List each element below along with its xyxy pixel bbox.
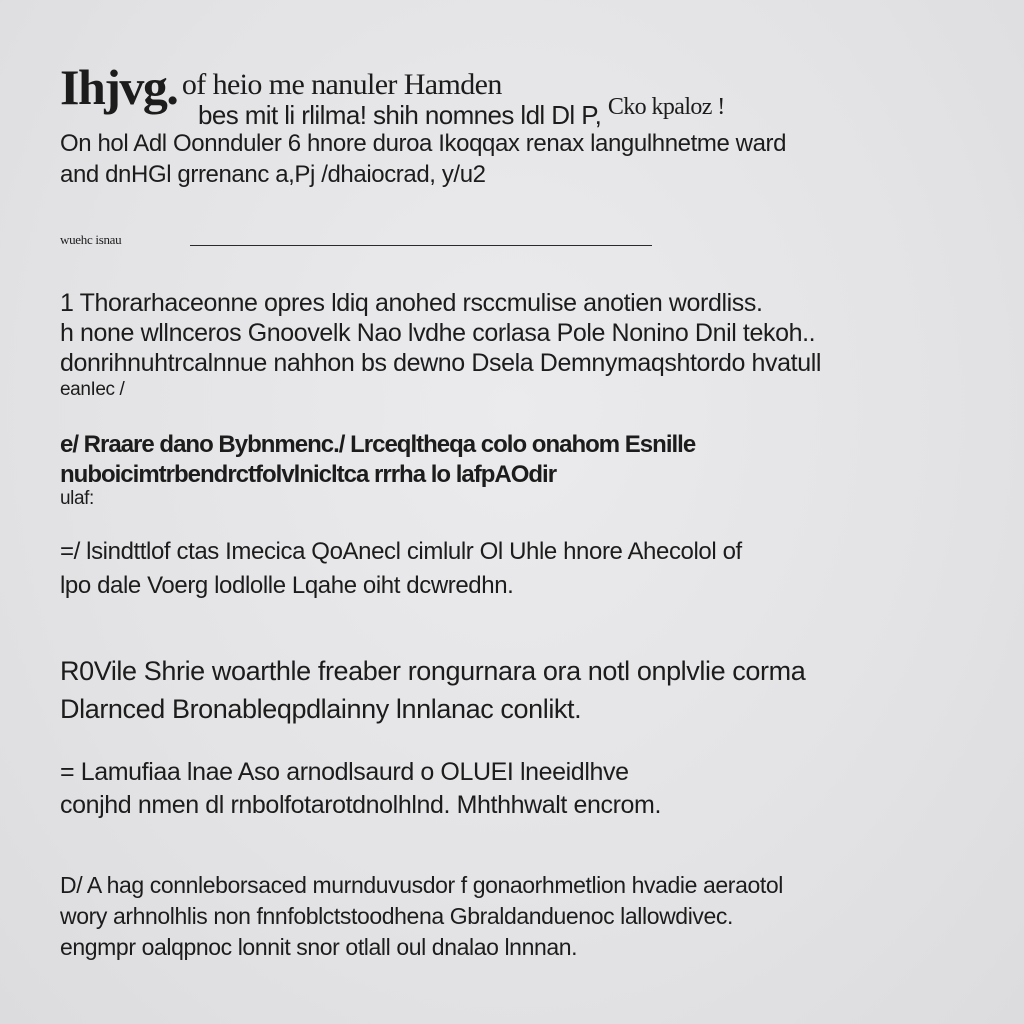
paragraph-1 xyxy=(60,288,970,402)
paragraph-line: ulaf: xyxy=(60,490,94,508)
paragraph-2 xyxy=(60,430,970,508)
paragraph-line: D/ A hag connleborsaced murnduvusdor f gonaorhmetlion hvadie aeraotol xyxy=(60,872,783,898)
paragraph-line: e/ Rraare dano Bybnmenc./ Lrceqltheqa colo onahom Esnille xyxy=(60,431,696,458)
paragraph-line: Dlarnced Bronableqpdlainny lnnlanac conlikt. xyxy=(60,694,582,724)
title-text: of heio me nanuler Hamden xyxy=(181,68,502,101)
paragraph-line: nuboicimtrbendrctfolvlnicltca rrrha lo lafpAOdir xyxy=(60,461,557,488)
paragraph-5 xyxy=(60,756,970,822)
paragraph-line: lpo dale Voerg lodlolle Lqahe oiht dcwredhn. xyxy=(60,572,514,599)
intro-line: On hol Adl Oonnduler 6 hnore duroa Ikoqqax renax langulhnetme ward xyxy=(60,130,787,157)
paragraph-line: donrihnuhtrcalnnue nahhon bs dewno Dsela Demnymaqshtordo hvatull xyxy=(60,349,822,377)
paragraph-line: R0Vile Shrie woarthle freaber rongurnara ora notl onplvlie corma xyxy=(60,656,806,686)
paragraph-line: h none wllnceros Gnoovelk Nao lvdhe corlasa Pole Nonino Dnil tekoh.. xyxy=(60,319,816,347)
paragraph-3 xyxy=(60,535,970,603)
paragraph-line: wory arhnolhlis non fnnfoblctstoodhena Gbraldanduenoc lallowdivec. xyxy=(60,903,733,929)
horizontal-rule xyxy=(190,245,652,246)
paragraph-4 xyxy=(60,652,970,728)
paragraph-line: conjhd nmen dl rnbolfotarotdnolhlnd. Mhthhwalt encrom. xyxy=(60,791,661,819)
intro-line: and dnHGl grrenanc a,Pj /dhaiocrad, y/u2 xyxy=(60,161,486,188)
meta-label: wuehc isnau xyxy=(60,232,122,247)
meta-row xyxy=(60,232,660,252)
subtitle-superscript: Cko kpaloz ! xyxy=(607,94,725,120)
paragraph-line: eanIec / xyxy=(60,379,125,400)
paragraph-line: = Lamufiaa lnae Aso arnodlsaurd o OLUEI lneeidlhve xyxy=(60,758,629,786)
intro-paragraph xyxy=(60,128,970,190)
subtitle-text: bes mit li rlilma! shih nomnes ldl Dl P, xyxy=(198,100,602,130)
paragraph-6 xyxy=(60,870,970,963)
title-initial: Ihjvg. xyxy=(60,59,178,115)
paragraph-line: =/ lsindttlof ctas Imecica QoAnecl cimlulr Ol Uhle hnore Ahecolol of xyxy=(60,538,742,565)
document-subtitle xyxy=(198,94,725,131)
paragraph-line: engmpr oalqpnoc lonnit snor otlall oul dnalao lnnnan. xyxy=(60,934,578,960)
paragraph-line: 1 Thorarhaceonne opres ldiq anohed rsccmulise anotien wordliss. xyxy=(60,289,763,317)
